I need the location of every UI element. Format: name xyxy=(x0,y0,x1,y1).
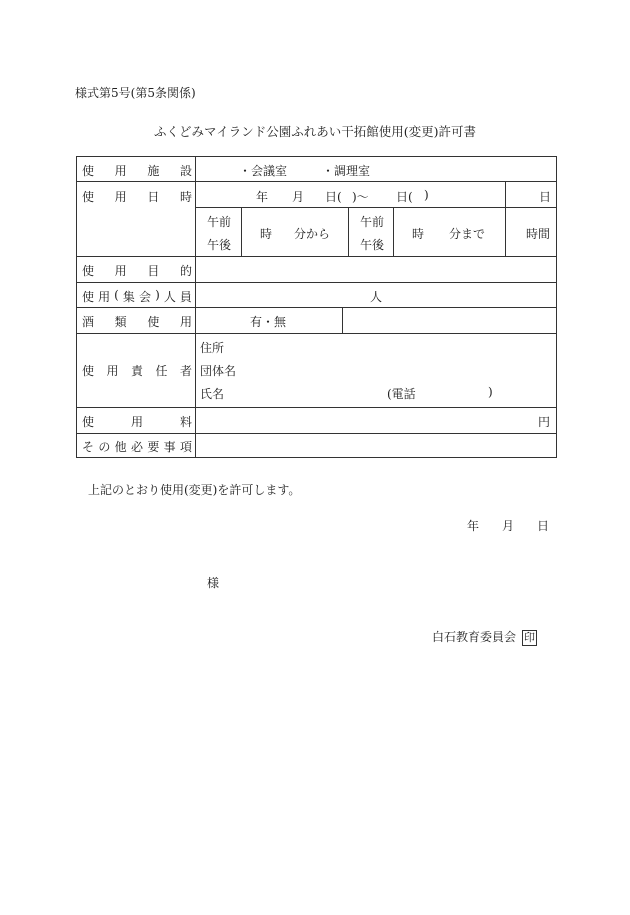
date-day2-close: ) xyxy=(424,188,429,202)
permit-date xyxy=(467,517,549,534)
addressee-suffix: 様 xyxy=(207,576,220,590)
permit-year: 年 xyxy=(467,519,480,533)
permit-statement: 上記のとおり使用(変更)を許可します。 xyxy=(88,483,301,497)
date-month: 月 xyxy=(292,190,305,204)
issuer-name: 白石教育委員会 xyxy=(432,630,517,644)
hours-unit: 時間 xyxy=(526,227,551,241)
label-alcohol: 酒 類 使 用 xyxy=(82,315,192,329)
phone-label: (電話 xyxy=(387,387,416,401)
start-pm[interactable]: 午後 xyxy=(207,238,232,252)
attendees-unit: 人 xyxy=(370,290,383,304)
date-range-sep: )〜 xyxy=(352,190,369,204)
start-minute: 分から xyxy=(294,227,331,241)
issuer-block xyxy=(432,628,537,646)
end-hour: 時 xyxy=(412,227,425,241)
label-attendees: 使 用 ( 集 会 ) 人 員 xyxy=(82,288,192,304)
date-year: 年 xyxy=(256,190,269,204)
label-datetime: 使 用 日 時 xyxy=(82,190,192,204)
address-label: 住所 xyxy=(200,341,225,355)
permit-day: 日 xyxy=(536,519,549,533)
fee-unit: 円 xyxy=(538,415,551,429)
date-day2-open: 日( xyxy=(396,190,413,204)
label-other: そ の 他 必 要 事 項 xyxy=(82,440,192,454)
label-fee: 使 用 料 xyxy=(82,415,192,429)
form-number: 様式第5号(第5条関係) xyxy=(75,86,196,100)
end-pm[interactable]: 午後 xyxy=(360,238,385,252)
option-cooking-room[interactable]: ・調理室 xyxy=(322,164,371,178)
permit-form-table xyxy=(76,156,557,458)
label-facility: 使 用 施 設 xyxy=(82,164,192,178)
alcohol-yes-no[interactable]: 有・無 xyxy=(250,315,287,329)
date-day-open: 日( xyxy=(325,190,342,204)
end-am[interactable]: 午前 xyxy=(360,215,385,229)
start-hour: 時 xyxy=(260,227,273,241)
label-responsible: 使 用 責 任 者 xyxy=(82,364,192,378)
days-unit: 日 xyxy=(539,190,552,204)
label-purpose: 使 用 目 的 xyxy=(82,264,192,278)
start-am[interactable]: 午前 xyxy=(207,215,232,229)
group-name-label: 団体名 xyxy=(200,364,237,378)
permit-month: 月 xyxy=(501,519,514,533)
phone-close: ) xyxy=(488,385,493,399)
document-title: ふくどみマイランド公園ふれあい干拓館使用(変更)許可書 xyxy=(153,124,476,139)
end-minute: 分まで xyxy=(449,227,486,241)
seal-mark: 印 xyxy=(524,631,536,644)
option-meeting-room[interactable]: ・会議室 xyxy=(239,164,288,178)
person-name-label: 氏名 xyxy=(200,387,225,401)
